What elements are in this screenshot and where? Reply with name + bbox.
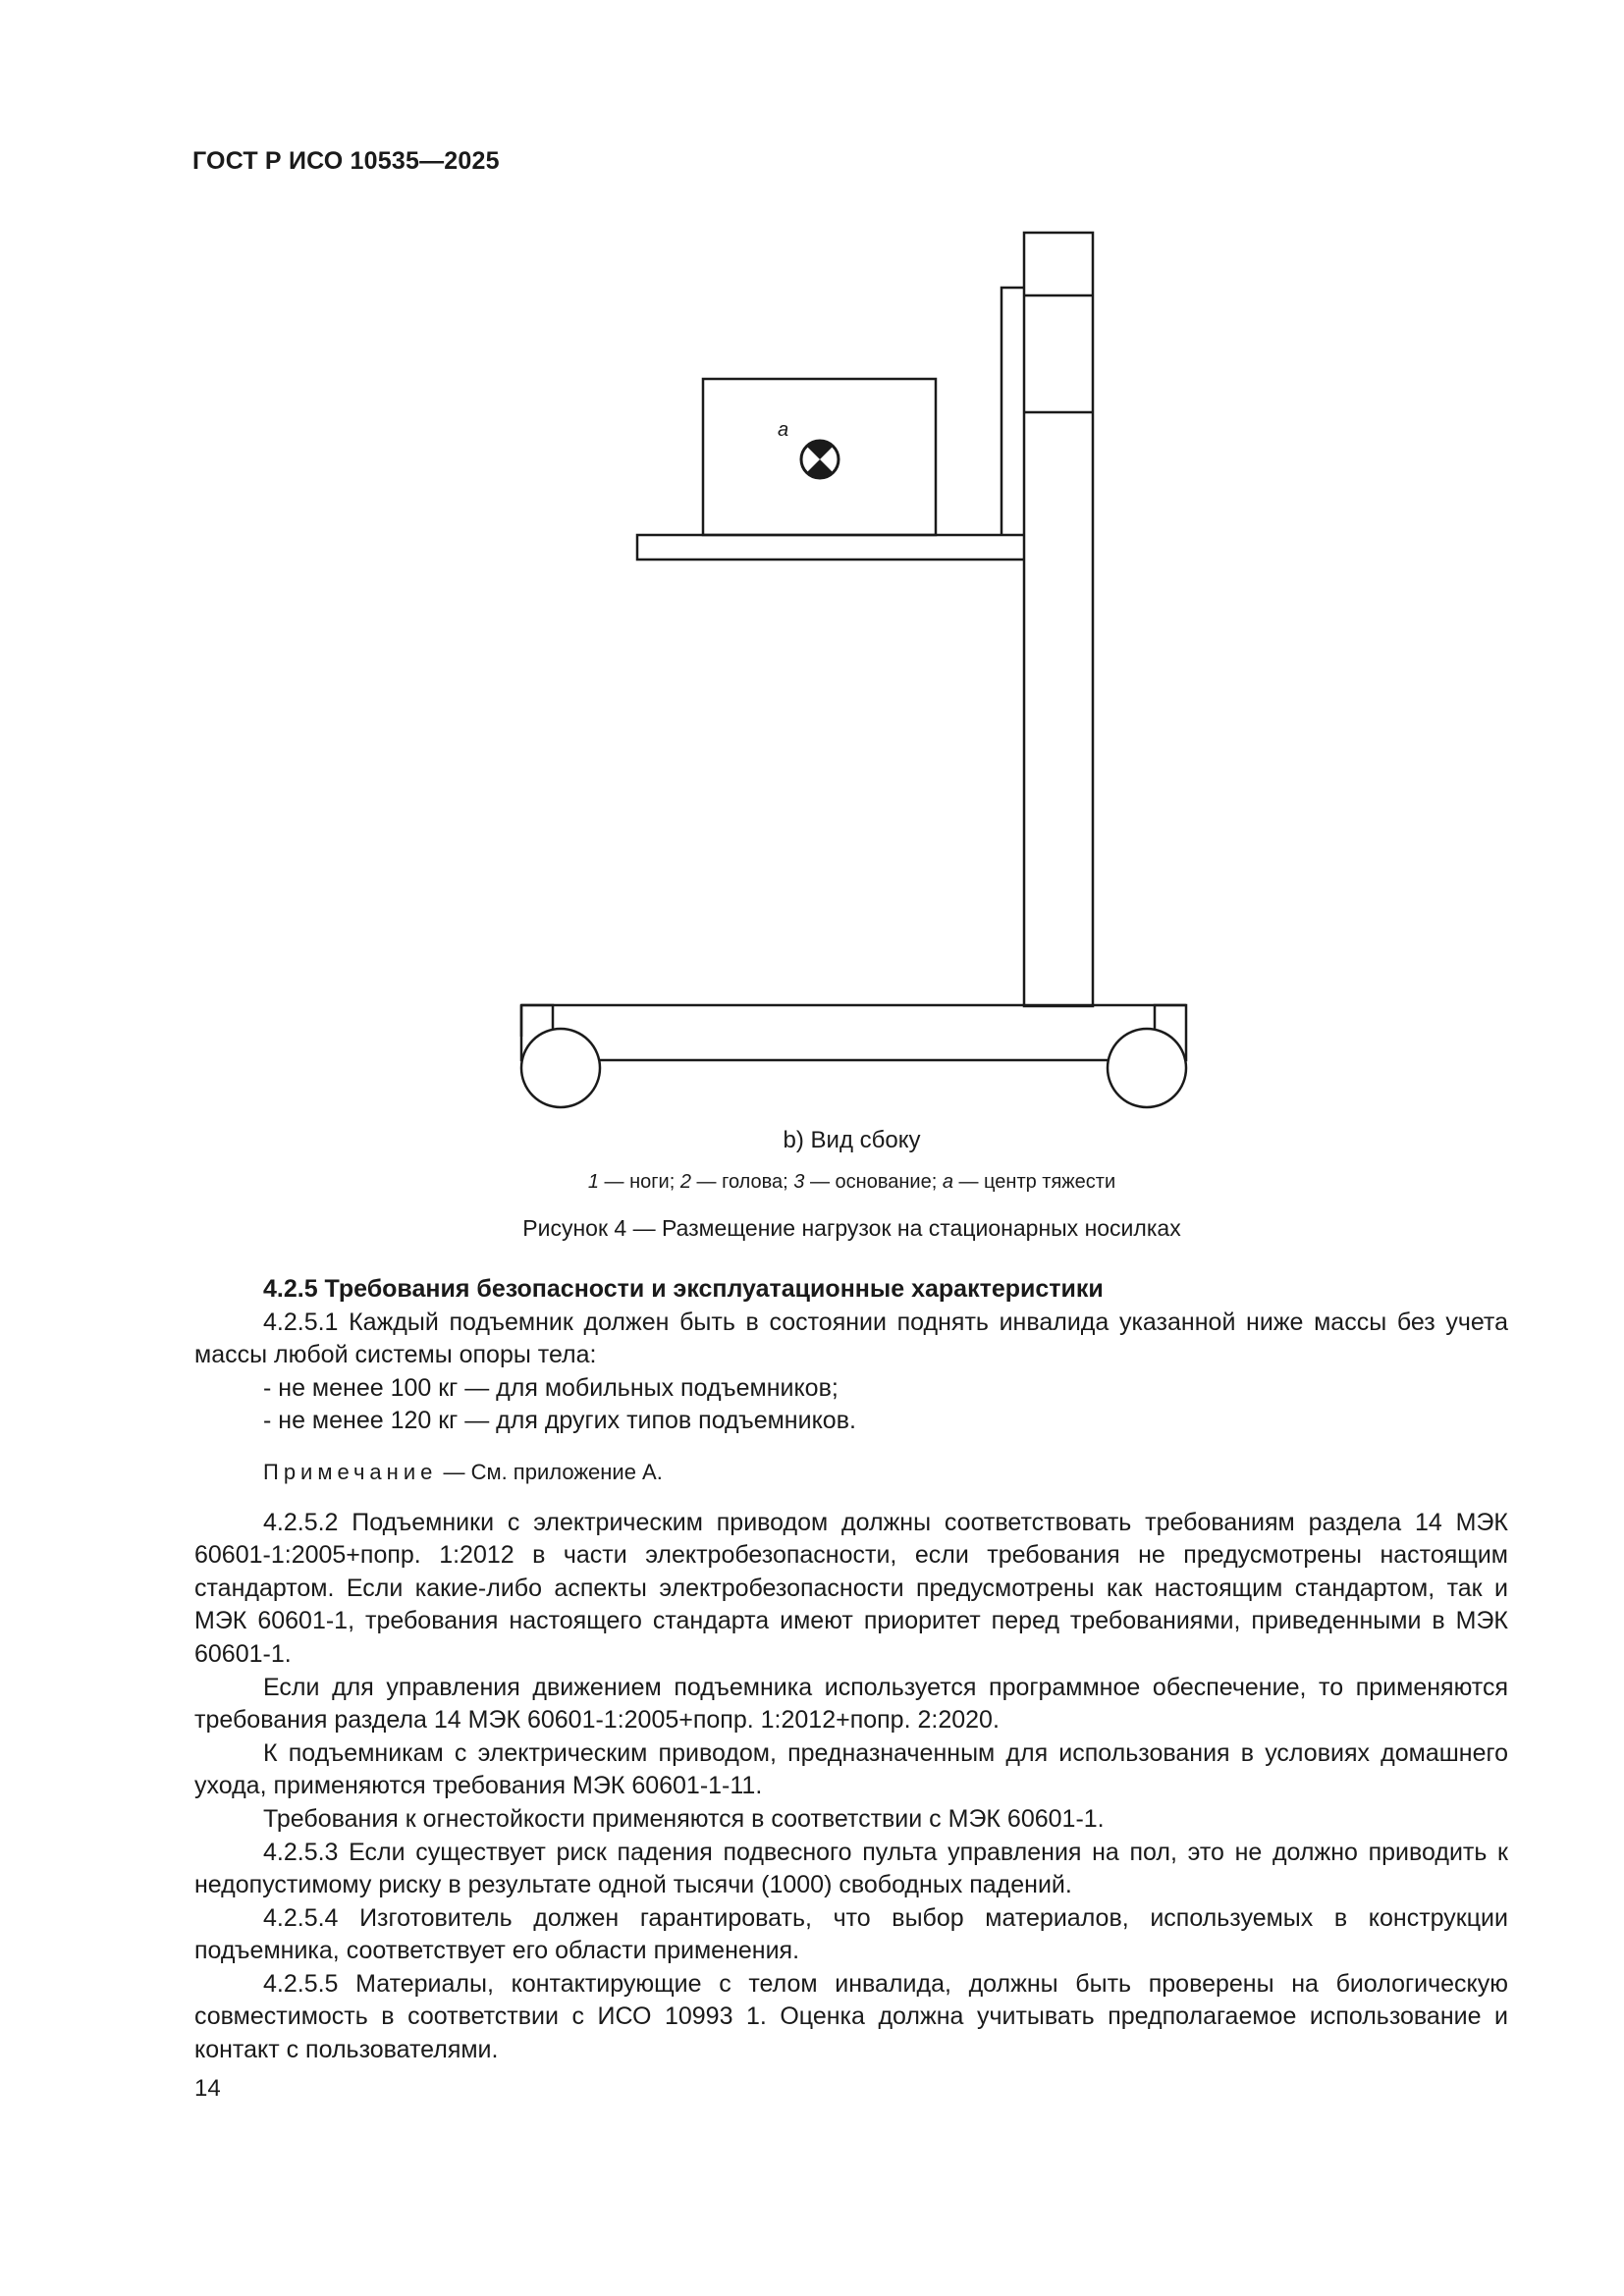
legend-key-2: 2 — [679, 1171, 691, 1193]
body-text — [194, 1273, 1508, 2067]
page-number: 14 — [194, 2075, 221, 2102]
stretcher-side-view-figure — [0, 0, 1624, 1129]
paragraph-4-2-5-3: 4.2.5.3 Если существует риск падения подвесного пульта управления на пол, это не должно приводить к недопустимому риску в результате одной тысячи (1000) свободных падений. — [194, 1838, 1508, 1899]
figure-subcaption: b) Вид сбоку — [783, 1127, 921, 1153]
head-support — [1001, 288, 1024, 535]
paragraph-fire-resistance: Требования к огнестойкости применяются в соответствии с МЭК 60601-1. — [263, 1804, 1105, 1833]
left-wheel — [521, 1029, 600, 1107]
legend-text-a: — центр тяжести — [952, 1171, 1116, 1193]
paragraph-4-2-5-5: 4.2.5.5 Материалы, контактирующие с телом инвалида, должны быть проверены на биологическую совместимость в соответствии с ИСО 10993 1. Оценка должна учитывать предполагаемое использование и контакт с пользователями. — [194, 1969, 1508, 2064]
legend-key-1: 1 — [587, 1171, 599, 1193]
legend-text-2: — голова; — [690, 1171, 794, 1193]
document-header: ГОСТ Р ИСО 10535—2025 — [192, 147, 500, 175]
list-item: - не менее 120 кг — для других типов подъемников. — [263, 1407, 856, 1435]
paragraph-4-2-5-4: 4.2.5.4 Изготовитель должен гарантировать, что выбор материалов, используемых в конструкции подъемника, соответствует его области применения. — [194, 1903, 1508, 1965]
base-frame — [521, 1005, 1186, 1060]
figure-caption: Рисунок 4 — Размещение нагрузок на стационарных носилках — [522, 1215, 1181, 1241]
legend-key-a: a — [942, 1171, 953, 1193]
legend-text-1: — ноги; — [598, 1171, 680, 1193]
note — [194, 1456, 1508, 1489]
list-item: - не менее 100 кг — для мобильных подъемников; — [263, 1373, 839, 1402]
paragraph-home-care: К подъемникам с электрическим приводом, предназначенным для использования в условиях домашнего ухода, применяются требования МЭК 60601-1-11. — [194, 1738, 1508, 1800]
legend-text-3: — основание; — [804, 1171, 943, 1193]
platform — [637, 535, 1024, 560]
note-label: Примечание — [263, 1459, 438, 1484]
figure-legend — [0, 1171, 1624, 1194]
paragraph-4-2-5-1: 4.2.5.1 Каждый подъемник должен быть в состоянии поднять инвалида указанной ниже массы без учета массы любой системы опоры тела: — [194, 1308, 1508, 1369]
paragraph-4-2-5-2: 4.2.5.2 Подъемники с электрическим приводом должны соответствовать требованиям раздела 14 МЭК 60601-1:2005+попр. 1:2012 в части электробезопасности, если требования не предусмотрены настоящим стандартом. Если какие-либо аспекты электробезопасности предусмотрены как настоящим стандартом, так и МЭК 60601-1, требования настоящего стандарта имеют приоритет перед требованиями, приведенными в МЭК 60601-1. — [194, 1508, 1508, 1668]
section-heading: 4.2.5 Требования безопасности и эксплуатационные характеристики — [263, 1275, 1104, 1303]
center-of-gravity-marker — [801, 441, 839, 478]
vertical-column — [1024, 233, 1093, 1006]
note-text: — См. приложение А. — [437, 1459, 663, 1484]
center-of-gravity-label: a — [778, 419, 789, 441]
paragraph-software: Если для управления движением подъемника используется программное обеспечение, то применяются требования раздела 14 МЭК 60601-1:2005+попр. 1:2012+попр. 2:2020. — [194, 1673, 1508, 1735]
right-wheel — [1108, 1029, 1186, 1107]
legend-key-3: 3 — [793, 1171, 805, 1193]
